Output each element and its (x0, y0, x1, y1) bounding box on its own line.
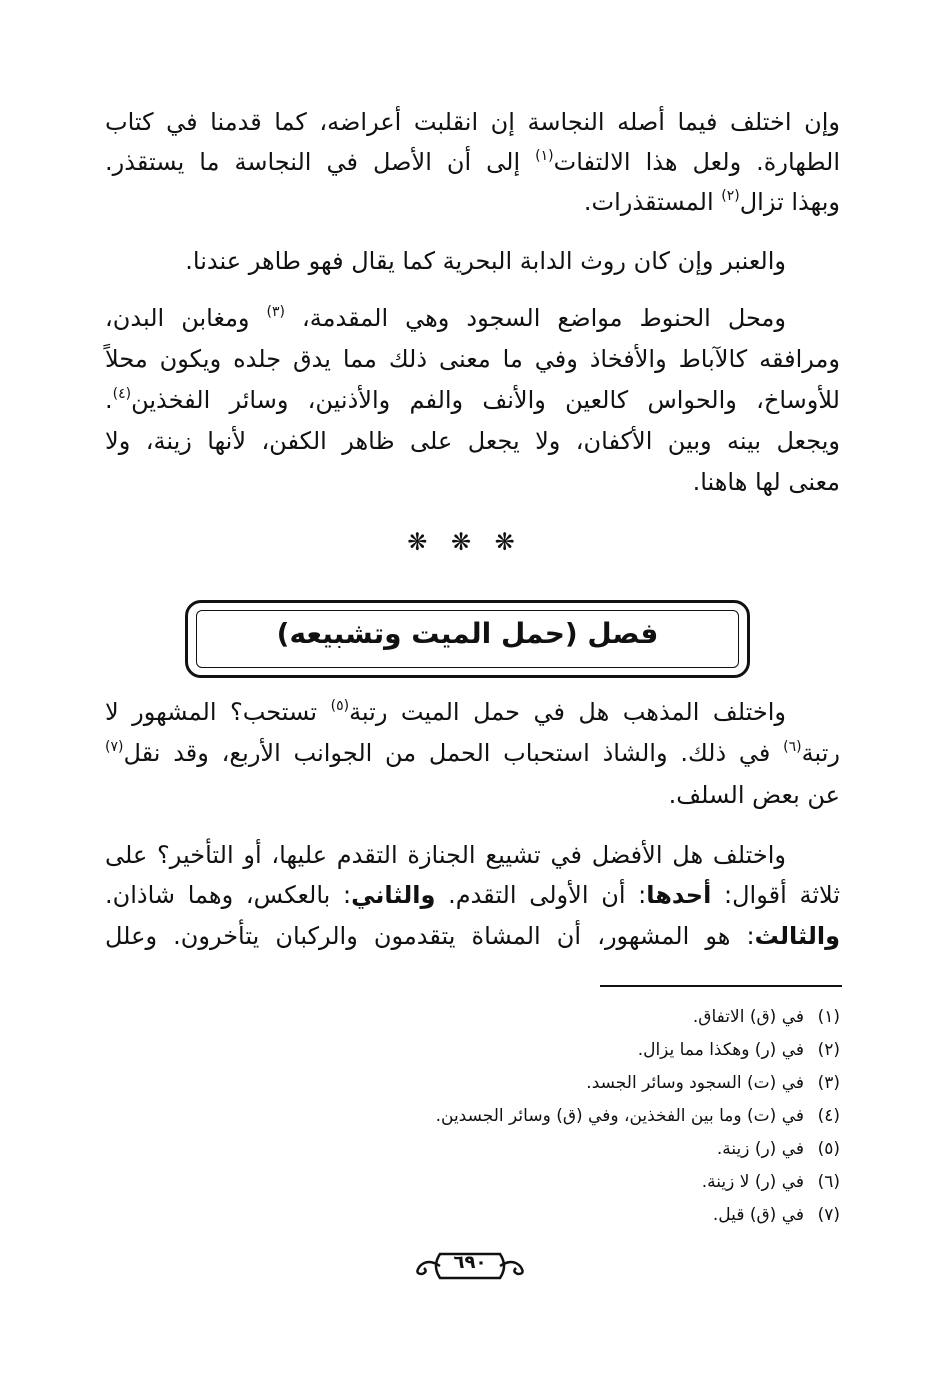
footnote-text: في (ق) الاتفاق. (692, 1007, 804, 1027)
text: واختلف المذهب هل في حمل الميت رتبة (349, 698, 786, 726)
footnote-number: (٤) (817, 1106, 840, 1126)
text: وبهذا تزال (739, 188, 840, 216)
text: للأوساخ، والحواس كالعين والأنف والفم والأذنين، وسائر الفخذين (131, 386, 840, 414)
footnote-ref[interactable]: (٤) (112, 386, 132, 402)
footnote (717, 1137, 840, 1161)
footnote-ref[interactable]: (١) (535, 148, 554, 164)
footnote-ref[interactable]: (٥) (330, 698, 350, 714)
section-title-frame (185, 600, 750, 678)
footnote-text: في (ر) وهكذا مما يزال. (637, 1040, 804, 1060)
footnote-ref[interactable]: (٦) (783, 739, 802, 755)
text: : أن الأولى التقدم. (435, 881, 647, 909)
text-line (105, 144, 840, 180)
paragraph-2: والعنبر وإن كان روث الدابة البحرية كما يقال فهو طاهر عندنا. (185, 247, 786, 275)
text: إلى أن الأصل في النجاسة ما يستقذر. (105, 148, 536, 176)
footnote-text: في (ر) لا زينة. (701, 1172, 804, 1192)
footnote-number: (٦) (817, 1172, 840, 1192)
footnote-number: (١) (817, 1007, 840, 1027)
page-number-ornament (410, 1250, 530, 1282)
text-line: ويجعل بينه وبين الأكفان، ولا يجعل على ظاهر الكفن، لأنها زينة، ولا (105, 427, 840, 455)
footnote (586, 1071, 840, 1095)
text-line: واختلف هل الأفضل في تشييع الجنازة التقدم عليها، أو التأخير؟ على (105, 841, 786, 869)
footnote-text: في (ق) قيل. (712, 1205, 804, 1225)
footnote-text: في (ت) السجود وسائر الجسد. (586, 1073, 804, 1093)
text-line (105, 918, 840, 954)
text-line (105, 877, 840, 913)
footnote-ref[interactable]: (٢) (721, 188, 740, 204)
footnote (713, 1203, 840, 1227)
footnote-number: (٥) (817, 1139, 840, 1159)
text: في ذلك. والشاذ استحباب الحمل من الجوانب الأربع، وقد نقل (123, 739, 784, 767)
text: ثلاثة أقوال: (711, 881, 840, 909)
footnote-ref[interactable]: (٣) (266, 304, 286, 320)
footnote (693, 1005, 840, 1029)
text: : بالعكس، وهما شاذان. (105, 881, 352, 909)
text: ومحل الحنوط مواضع السجود وهي المقدمة، (285, 304, 786, 332)
text-line: عن بعض السلف. (668, 781, 840, 809)
footnote-text: في (ت) وما بين الفخذين، وفي (ق) وسائر الجسدين. (435, 1106, 804, 1126)
text: رتبة (801, 739, 840, 767)
footnote (436, 1104, 840, 1128)
footnote-number: (٢) (817, 1040, 840, 1060)
text: المستقذرات. (583, 188, 722, 216)
bold-term: أحدها (646, 881, 712, 909)
section-title: فصل (حمل الميت وتشبيعه) (276, 617, 659, 650)
section-divider-ornament: ❋ ❋ ❋ (407, 528, 523, 556)
bold-term: والثالث (754, 922, 840, 950)
footnote (702, 1170, 840, 1194)
footnote-text: في (ر) زينة. (716, 1139, 804, 1159)
text-line (105, 382, 840, 418)
text: . (105, 386, 113, 414)
text-line (105, 735, 840, 771)
footnote-ref[interactable]: (٧) (105, 739, 124, 755)
footnote-number: (٣) (817, 1073, 840, 1093)
footnote (638, 1038, 840, 1062)
text: الطهارة. ولعل هذا الالتفات (553, 148, 841, 176)
text: تستحب؟ المشهور لا (105, 698, 331, 726)
text-line (105, 694, 786, 730)
text-line: وإن اختلف فيما أصله النجاسة إن انقلبت أعراضه، كما قدمنا في كتاب (105, 108, 840, 136)
page-number: ٦٩٠ (453, 1252, 487, 1273)
text-line (105, 184, 840, 220)
text-line (105, 300, 786, 336)
text-line: ومرافقه كالآباط والأفخاذ وفي ما معنى ذلك مما يدق جلده ويكون محلاً (105, 345, 840, 373)
text: ومغابن البدن، (105, 304, 267, 332)
footnote-separator (600, 985, 842, 987)
bold-term: والثاني (351, 881, 436, 909)
text-line: معنى لها هاهنا. (692, 468, 840, 496)
text: : هو المشهور، أن المشاة يتقدمون والركبان يتأخرون. وعلل (105, 922, 755, 950)
footnote-number: (٧) (817, 1205, 840, 1225)
